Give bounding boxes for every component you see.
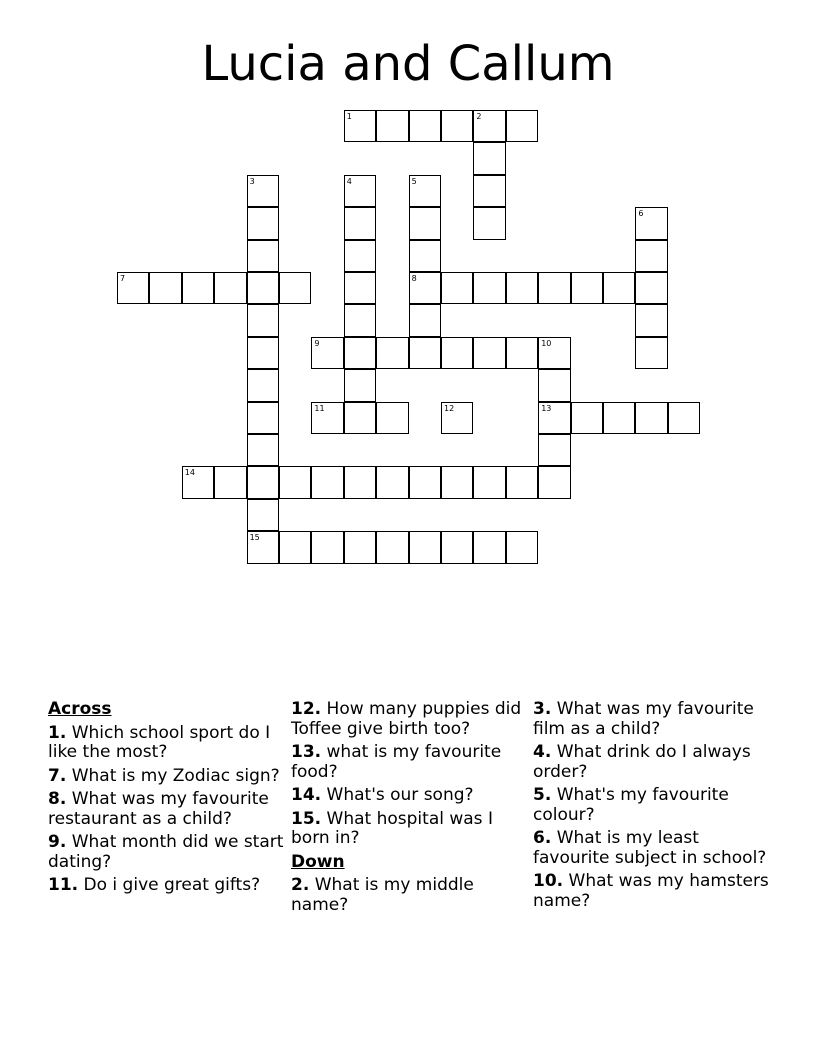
grid-cell[interactable] — [473, 175, 505, 207]
grid-cell[interactable] — [149, 272, 181, 304]
cell-number: 12 — [444, 403, 455, 413]
puzzle-title: Lucia and Callum — [201, 36, 615, 92]
grid-cell[interactable] — [182, 466, 214, 498]
grid-cell[interactable] — [506, 531, 538, 563]
clue-across-9 — [48, 833, 284, 872]
grid-cell[interactable] — [344, 531, 376, 563]
clue-number: 9. — [48, 832, 67, 852]
grid-cell[interactable] — [635, 207, 667, 239]
grid-cell[interactable] — [441, 466, 473, 498]
grid-cell[interactable] — [635, 272, 667, 304]
grid-cell[interactable] — [247, 466, 279, 498]
cell-number: 14 — [184, 468, 195, 478]
grid-cell[interactable] — [376, 110, 408, 142]
clue-across-13 — [291, 743, 527, 782]
grid-cell[interactable] — [247, 499, 279, 531]
grid-cell[interactable] — [247, 337, 279, 369]
cell-number: 2 — [476, 112, 482, 121]
cell-number: 1 — [346, 112, 352, 121]
clue-number: 8. — [48, 789, 67, 809]
grid-cell[interactable] — [409, 531, 441, 563]
grid-cell[interactable] — [603, 272, 635, 304]
grid-cell[interactable] — [571, 272, 603, 304]
grid-cell[interactable] — [635, 304, 667, 336]
grid-cell[interactable] — [311, 402, 343, 434]
clue-text: What's my favourite colour? — [533, 785, 729, 825]
grid-cell[interactable] — [506, 110, 538, 142]
grid-cell[interactable] — [538, 337, 570, 369]
grid-cell[interactable] — [344, 304, 376, 336]
clue-number: 3. — [533, 699, 552, 719]
grid-cell[interactable] — [506, 466, 538, 498]
grid-cell[interactable] — [409, 110, 441, 142]
clue-text: Do i give great gifts? — [83, 875, 261, 895]
grid-cell[interactable] — [441, 531, 473, 563]
clue-down-2 — [291, 876, 527, 915]
grid-cell[interactable] — [473, 466, 505, 498]
grid-cell[interactable] — [247, 434, 279, 466]
cell-number: 11 — [314, 403, 325, 413]
cell-number: 4 — [346, 176, 352, 186]
clue-down-6 — [533, 829, 769, 868]
across-heading: Across — [48, 699, 112, 719]
grid-cell[interactable] — [182, 272, 214, 304]
clue-text: What is my middle name? — [291, 875, 474, 915]
grid-cell[interactable] — [344, 207, 376, 239]
grid-cell[interactable] — [311, 466, 343, 498]
grid-cell[interactable] — [409, 240, 441, 272]
clue-across-15 — [291, 810, 527, 849]
clue-across-14 — [291, 786, 527, 806]
clue-text: What was my favourite film as a child? — [533, 699, 754, 739]
grid-cell[interactable] — [441, 402, 473, 434]
clue-down-3 — [533, 700, 769, 739]
clue-across-7 — [48, 767, 284, 787]
clue-text: What was my hamsters name? — [533, 871, 769, 911]
clue-number: 12. — [291, 699, 322, 719]
grid-cell[interactable] — [311, 531, 343, 563]
grid-cell[interactable] — [247, 272, 279, 304]
cell-number: 13 — [541, 403, 552, 413]
clue-text: what is my favourite food? — [291, 742, 502, 782]
grid-cell[interactable] — [473, 142, 505, 174]
grid-cell[interactable] — [117, 272, 149, 304]
grid-cell[interactable] — [473, 337, 505, 369]
grid-cell[interactable] — [214, 466, 246, 498]
grid-cell[interactable] — [409, 272, 441, 304]
clue-column-3 — [533, 700, 769, 915]
grid-cell[interactable] — [441, 272, 473, 304]
grid-cell[interactable] — [538, 466, 570, 498]
grid-cell[interactable] — [635, 402, 667, 434]
clue-across-8 — [48, 790, 284, 829]
grid-cell[interactable] — [247, 175, 279, 207]
grid-cell[interactable] — [571, 402, 603, 434]
grid-cell[interactable] — [473, 272, 505, 304]
clue-down-10 — [533, 872, 769, 911]
clue-text: What month did we start dating? — [48, 832, 284, 872]
clue-number: 13. — [291, 742, 322, 762]
grid-cell[interactable] — [409, 175, 441, 207]
grid-cell[interactable] — [247, 240, 279, 272]
clue-number: 10. — [533, 871, 564, 891]
clue-text: What was my favourite restaurant as a child? — [48, 789, 269, 829]
grid-cell[interactable] — [344, 110, 376, 142]
grid-cell[interactable] — [668, 402, 700, 434]
cell-number: 15 — [249, 533, 260, 543]
grid-cell[interactable] — [506, 272, 538, 304]
grid-cell[interactable] — [635, 240, 667, 272]
grid-cell[interactable] — [441, 110, 473, 142]
grid-cell[interactable] — [247, 304, 279, 336]
grid-cell[interactable] — [473, 207, 505, 239]
clue-column-2 — [291, 700, 527, 919]
grid-cell[interactable] — [473, 110, 505, 142]
cell-number: 8 — [411, 274, 417, 283]
clue-number: 6. — [533, 828, 552, 848]
clue-number: 7. — [48, 765, 67, 786]
grid-cell[interactable] — [603, 402, 635, 434]
grid-cell[interactable] — [376, 466, 408, 498]
clue-down-5 — [533, 786, 769, 825]
cell-number: 3 — [249, 176, 255, 186]
grid-cell[interactable] — [311, 337, 343, 369]
clue-number: 14. — [291, 785, 322, 805]
grid-cell[interactable] — [506, 337, 538, 369]
grid-cell[interactable] — [344, 337, 376, 369]
clue-across-12 — [291, 700, 527, 739]
grid-cell[interactable] — [538, 434, 570, 466]
clue-text: What is my Zodiac sign? — [71, 765, 280, 786]
grid-cell[interactable] — [538, 272, 570, 304]
clue-number: 11. — [48, 875, 79, 895]
grid-cell[interactable] — [279, 466, 311, 498]
clue-column-1 — [48, 700, 284, 900]
clue-text: What is my least favourite subject in school? — [533, 828, 767, 868]
cell-number: 7 — [120, 274, 126, 283]
grid-cell[interactable] — [376, 402, 408, 434]
grid-cell[interactable] — [441, 337, 473, 369]
grid-cell[interactable] — [247, 369, 279, 401]
grid-cell[interactable] — [538, 402, 570, 434]
grid-cell[interactable] — [344, 272, 376, 304]
clue-across-11 — [48, 876, 284, 896]
clue-number: 5. — [533, 785, 552, 805]
clue-text: What hospital was I born in? — [291, 808, 493, 848]
grid-cell[interactable] — [409, 466, 441, 498]
grid-cell[interactable] — [409, 337, 441, 369]
clue-text: What's our song? — [326, 785, 474, 805]
grid-cell[interactable] — [279, 272, 311, 304]
grid-cell[interactable] — [538, 369, 570, 401]
grid-cell[interactable] — [376, 337, 408, 369]
clue-number: 4. — [533, 742, 552, 762]
grid-cell[interactable] — [344, 402, 376, 434]
grid-cell[interactable] — [214, 272, 246, 304]
clue-text: Which school sport do I like the most? — [48, 722, 271, 762]
cell-number: 10 — [541, 338, 552, 348]
grid-cell[interactable] — [247, 402, 279, 434]
grid-cell[interactable] — [473, 531, 505, 563]
cell-number: 6 — [638, 209, 644, 219]
grid-cell[interactable] — [344, 175, 376, 207]
grid-cell[interactable] — [409, 207, 441, 239]
clue-number: 2. — [291, 875, 310, 895]
grid-cell[interactable] — [344, 240, 376, 272]
grid-cell[interactable] — [635, 337, 667, 369]
cell-number: 9 — [314, 338, 320, 348]
grid-cell[interactable] — [247, 207, 279, 239]
grid-cell[interactable] — [376, 531, 408, 563]
grid-cell[interactable] — [344, 466, 376, 498]
clue-number: 15. — [291, 808, 322, 829]
grid-cell[interactable] — [409, 304, 441, 336]
clue-down-4 — [533, 743, 769, 782]
clue-text: What drink do I always order? — [533, 742, 751, 782]
grid-cell[interactable] — [247, 531, 279, 563]
clue-text: How many puppies did Toffee give birth too? — [291, 699, 522, 739]
cell-number: 5 — [411, 176, 417, 186]
down-heading: Down — [291, 851, 345, 872]
clue-number: 1. — [48, 722, 67, 743]
clue-across-1 — [48, 724, 284, 763]
grid-cell[interactable] — [279, 531, 311, 563]
grid-cell[interactable] — [344, 369, 376, 401]
